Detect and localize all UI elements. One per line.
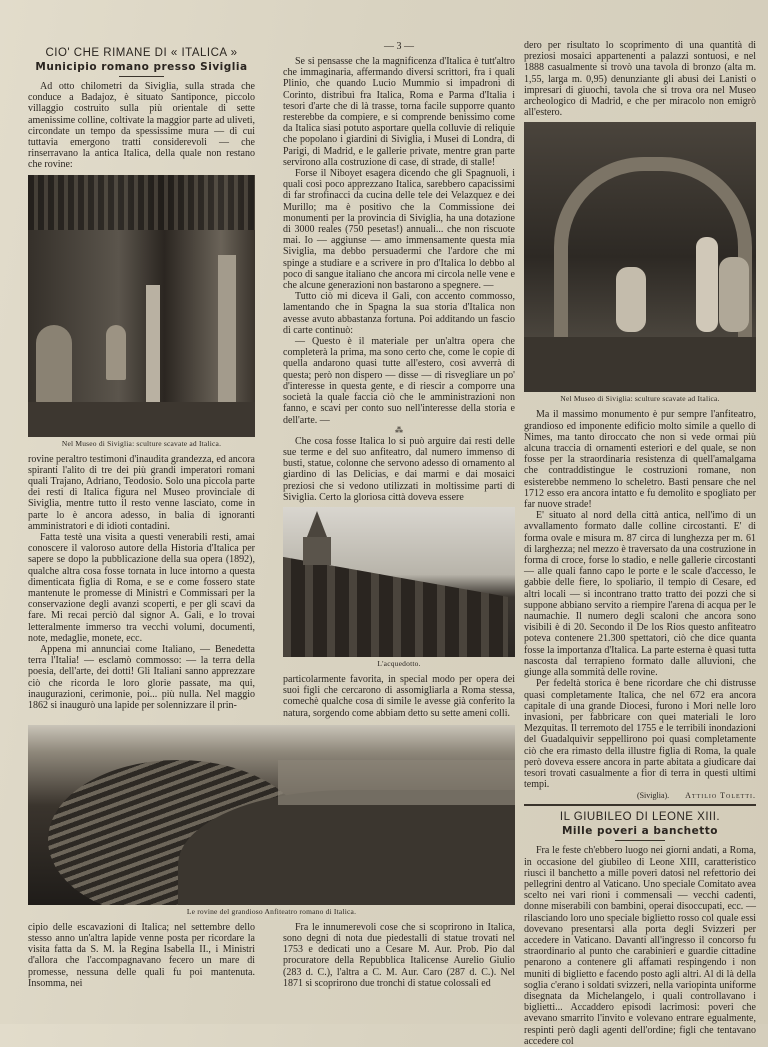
- divider: [119, 76, 164, 77]
- paragraph: Se si pensasse che la magnificenza d'Italica è tutt'altro che immaginaria, affermando diversi scrittori, fra i quali Plinio, che quando Lucio Mummio si impadronì di Corinto, distribuì fra Italica, Roma e Parma d'Italia i tesori d'arte che di là trasse, torna facile supporre quanto resterebbe da compiere, e si comprende benissimo come da Italica siasi potuto asportare quella colluvie di reliquie che popolano i giardini di Siviglia, i Musei di Londra, di Parigi, di Madrid, e le gallerie private, mentre gran parte servirono alla costruzione di case, di strade, di stalle!: [283, 56, 515, 168]
- paragraph: Fatta testè una visita a questi venerabili resti, amai conoscere il valoroso autore della Historia d'Italica per sapere se dopo la pubblicazione della sua opera (1892), qualche altra cosa fosse tornata in luce intorno a questa dimenticata figlia di Roma, e se e come fossero state mantenute le promesse di Ministri e Commissari per la conservazione degli avanzi scoperti, e per gli scavi da fare. Mi recai perciò dal signor A. Gali, e lo trovai letteralmente immerso tra vecchi volumi, documenti, note, medaglie, monete, ecc.: [28, 532, 255, 644]
- upper-columns: [28, 40, 515, 719]
- photo-caption: L'acquedotto.: [377, 658, 421, 668]
- paragraph: particolarmente favorita, in special modo per opera dei suoi figli che cercarono di assomigliarla a Roma stessa, comechè qualche cosa di simile le avesse già conferito la natura, sorgendo come abbiam detto su sette ameni colli.: [283, 673, 515, 719]
- article2-kicker: IL GIUBILEO DI LEONE XIII.: [559, 811, 721, 824]
- byline: [524, 790, 756, 801]
- column-3: [524, 40, 756, 1047]
- photo-aqueduct: [283, 507, 515, 657]
- article-headline: Municipio romano presso Siviglia: [35, 61, 248, 73]
- article2-headline: Mille poveri a banchetto: [561, 825, 719, 838]
- article-kicker: CIO' CHE RIMANE DI « ITALICA »: [45, 47, 238, 59]
- dateline: (Siviglia).: [636, 791, 670, 801]
- paragraph: Ma il massimo monumento è pur sempre l'anfiteatro, grandioso ed imponente edificio molto simile a quello di Nimes, ma tanto diroccato che non si vede ormai più alcuna traccia di ornamenti esteriori e del quale, se non fosse per la straordinaria resistenza di quell'amalgama che contraddistingue le costruzioni romane, non esisterebbe nemmeno lo scheletro. Basti pensare che nel 1712 esso era ancora intatto e fu demolito e spogliato per far nuove strade!: [524, 409, 756, 511]
- paragraph: Appena mi annunciai come Italiano, — Benedetta terra l'Italia! — esclamò commosso: — la terra della poesia, dell'arte, dei dotti! Gli Italiani sanno apprezzare ciò che ricorda le loro glorie passate, ma qui, inaugurazioni, cerimonie, poi... più nulla. Nel maggio 1862 si inaugurò una lapide per solennizzare il prin-: [28, 644, 255, 712]
- paragraph: Che cosa fosse Italica lo si può arguire dai resti delle sue terme e del suo anfiteatro, dal numero immenso di busti, statue, colonne che servono adesso di ornamento al giardino di las Delicias, e dai marmi e dai mosaici preziosi che si vedono utilizzati in moltissime parti di Siviglia. Certo la gloriosa città doveva essere: [283, 435, 515, 503]
- col2-after-text: [283, 674, 515, 719]
- left-columns: [28, 40, 515, 989]
- col1-bottom-text: [28, 922, 255, 989]
- paragraph: Fra le feste ch'ebbero luogo nei giorni andati, a Roma, in occasione del giubileo di Leone XIII, caratteristico riuscì il banchetto a mille poveri datosi nel refettorio dei pellegrini dentro al Vaticano. Uno speciale Comitato avea scelto nei vari rioni i commensali — vecchi cadenti, donne miserabili con bambini, operai disoccupati, ecc. — rilasciando loro uno speciale biglietto rosso col quale essi dovevano presentarsi alla porta degli Svizzeri per accedere in Vaticano. Davanti all'ingresso il concorso fu straordinario al punto che carabinieri e guardie cittadine penarono a contenere gli affamati respingendo i non muniti di biglietto e facendo posto agli altri. Al di là della soglia c'erano i soldati svizzeri, nella variopinta uniforme disegnata da Michelangelo, i quali controllavano i biglietti... Accaddero episodi lacrimosi: poveri che avevano smarrito l'invito e volevano entrare egualmente, respinti però dagli agenti dell'ordine; figli che tentavano accedere col: [524, 845, 756, 1047]
- paragraph: Forse il Niboyet esagera dicendo che gli Spagnuoli, i quali così poco apprezzano Italica, sarebbero capacissimi di far strofinacci da cucina delle tele dei Velazquez e dei Murillo; ma è positivo che la Commissione dei monumenti per la provincia di Siviglia, ha una dotazione di 3000 reales (750 pesetas!) annuali... che non riscuote mai. Io — aggiunse — amo immensamente questa mia Siviglia, ma debbo persuadermi che l'ardore che mi spinge a studiare e a scrivere in pro d'Italica lo debbo al poco di sangue italiano che ancora mi circola nelle vene e che alcune generazioni non bastarono a spegnere. —: [283, 168, 515, 292]
- paragraph: Tutto ciò mi diceva il Gali, con accento commosso, lamentando che in Spagna la sua storia d'Italica non avesse avuto abbastanza fortuna. Poi additando un fascio di carte continuò:: [283, 291, 515, 336]
- page-number: — 3 —: [384, 41, 414, 52]
- column-1: [28, 40, 255, 711]
- photo-caption: Le rovine del grandioso Anfiteatro romano di Italica.: [186, 906, 357, 916]
- photo-caption: Nel Museo di Siviglia: sculture scavate ad Italica.: [560, 394, 720, 404]
- col1-mid-text: [28, 454, 255, 712]
- photo-museum-arch: [524, 122, 756, 392]
- paragraph: — Questo è il materiale per un'altra opera che completerà la prima, ma sono certo che, come le copie di quella andarono quasi tutte all'estero, così avverrà di questa; però non dispero — disse — di risvegliare un po' d'interesse in questa gente, e di riescir a comporre una società la quale faccia ciò che le amministrazioni non fanno, e scavi per conto suo nell'interesse della storia e dell'arte. —: [283, 336, 515, 426]
- paragraph: rovine peraltro testimoni d'inaudita grandezza, ed ancora spiranti l'alito di tre dei più grandi imperatori romani quali Trajano, Adriano, Teodosio. Solo una piccola parte dei resti di Italica figura nel Museo provinciale di Siviglia, mentre tutto il resto venne lasciato, come in parte lo è ancora adesso, in balia di ignoranti amministratori e di idioti contadini.: [28, 453, 255, 532]
- lower-columns: [28, 922, 515, 989]
- paragraph: dero per risultato lo scoprimento di una quantità di preziosi mosaici appartenenti a palazzi sontuosi, e nel 1888 casualmente si trovò una tavola di bronzo (alta m. 1,55, larga m. 0,95) denunziante gli abusi dei Lanisti o impresari di giuochi, tavola che si trova ora nel Museo archeologico di Madrid, e che per miracolo non emigrò all'estero.: [524, 40, 756, 119]
- author: Attilio Toletti.: [685, 791, 756, 801]
- column-2: [283, 40, 515, 719]
- article2-body: [524, 845, 756, 1047]
- divider: [615, 840, 665, 841]
- section-ornament: ⁂: [395, 425, 403, 435]
- col2-top-text: [283, 56, 515, 503]
- col2-bottom-text: [283, 922, 515, 989]
- paragraph: Per fedeltà storica è bene ricordare che chi distrusse quasi completamente Italica, che nel 672 era ancora capitale di una grande Diocesi, furono i Mori nelle loro invasioni, per fabbricare con quei materiali le loro Mezquitas. Il terremoto del 1755 e le terribili inondazioni del Guadalquivir seppellirono poi quasi completamente ciò che era rimasto della illustre figlia di Roma, la quale però doveva essere ancora in parte abitata a giudicare dai tesori trovati casualmente a fior di terra in questi ultimi tempi.: [524, 678, 756, 791]
- paragraph: Ad otto chilometri da Siviglia, sulla strada che conduce a Badajoz, è situato Santiponce, piccolo villaggio costruito sulla più orientale di sette amenissime colline, coltivate la maggior parte ad uliveti, circondate un tempo da spessissime mura — di cui tuttavia emergono tratti considerevoli — che rinserravano la antica Italica, della quale non restano che rovine:: [28, 81, 255, 171]
- paragraph: E' situato al nord della città antica, nell'imo di un avvallamento formato dalle colline circostanti. E' di forma ovale e misura m. 87 circa di lunghezza per m. 61 di larghezza; nel mezzo è traversato da una costruzione in forma di croce, forse lo stadio, e nelle gallerie circostanti — alle quali fanno capo le porte e le scale d'accesso, le gabbie delle fiere, lo spoliario, il tempio di Cesare, ed altri locali — si incontrano tratto tratto dei pozzi che si suppone abbiano servito a riempire l'arena di acqua per le naumachie. Il numero degli scaloni che ancora sono visibili è di 20. Secondo il De los Rios questo anfiteatro poteva contenere 21.300 spettatori, ciò che dice quanta fosse la importanza d'Italica. La parte esterna è quasi tutta nascosta dal terrapieno formato dalle alluvioni, che giunge alla sommità delle rovine.: [524, 510, 756, 679]
- col1-top-text: [28, 81, 255, 171]
- photo-caption: Nel Museo di Siviglia: sculture scavate ad Italica.: [61, 438, 222, 448]
- article-separator: [524, 804, 756, 806]
- col3-mid-text: [524, 409, 756, 790]
- photo-amphitheatre: [28, 725, 515, 905]
- photo-museum-sculptures: [28, 175, 255, 437]
- col3-top-text: [524, 40, 756, 118]
- paragraph: Fra le innumerevoli cose che si scoprirono in Italica, sono degni di nota due piedestalli di statue trovati nel 1753 e dedicati uno a Cesare M. Aur. Prob. Pio dal procuratore della Repubblica Italicense Aurelio Giulio (283 d. C.), l'altra a C. M. Aur. Caro (287 d. C.). Nel 1871 si scoprirono due tronchi di statue colossali ed: [283, 921, 515, 989]
- paragraph: cipio delle escavazioni di Italica; nel settembre dello stesso anno un'altra lapide venne posta per ricordare la visita fatta da S. M. la Regina Isabella II., i Ministri d'allora che l'accompagnavano fecero un mare di promesse, nessuna delle quali fu poi mantenuta. Insomma, nei: [28, 921, 255, 989]
